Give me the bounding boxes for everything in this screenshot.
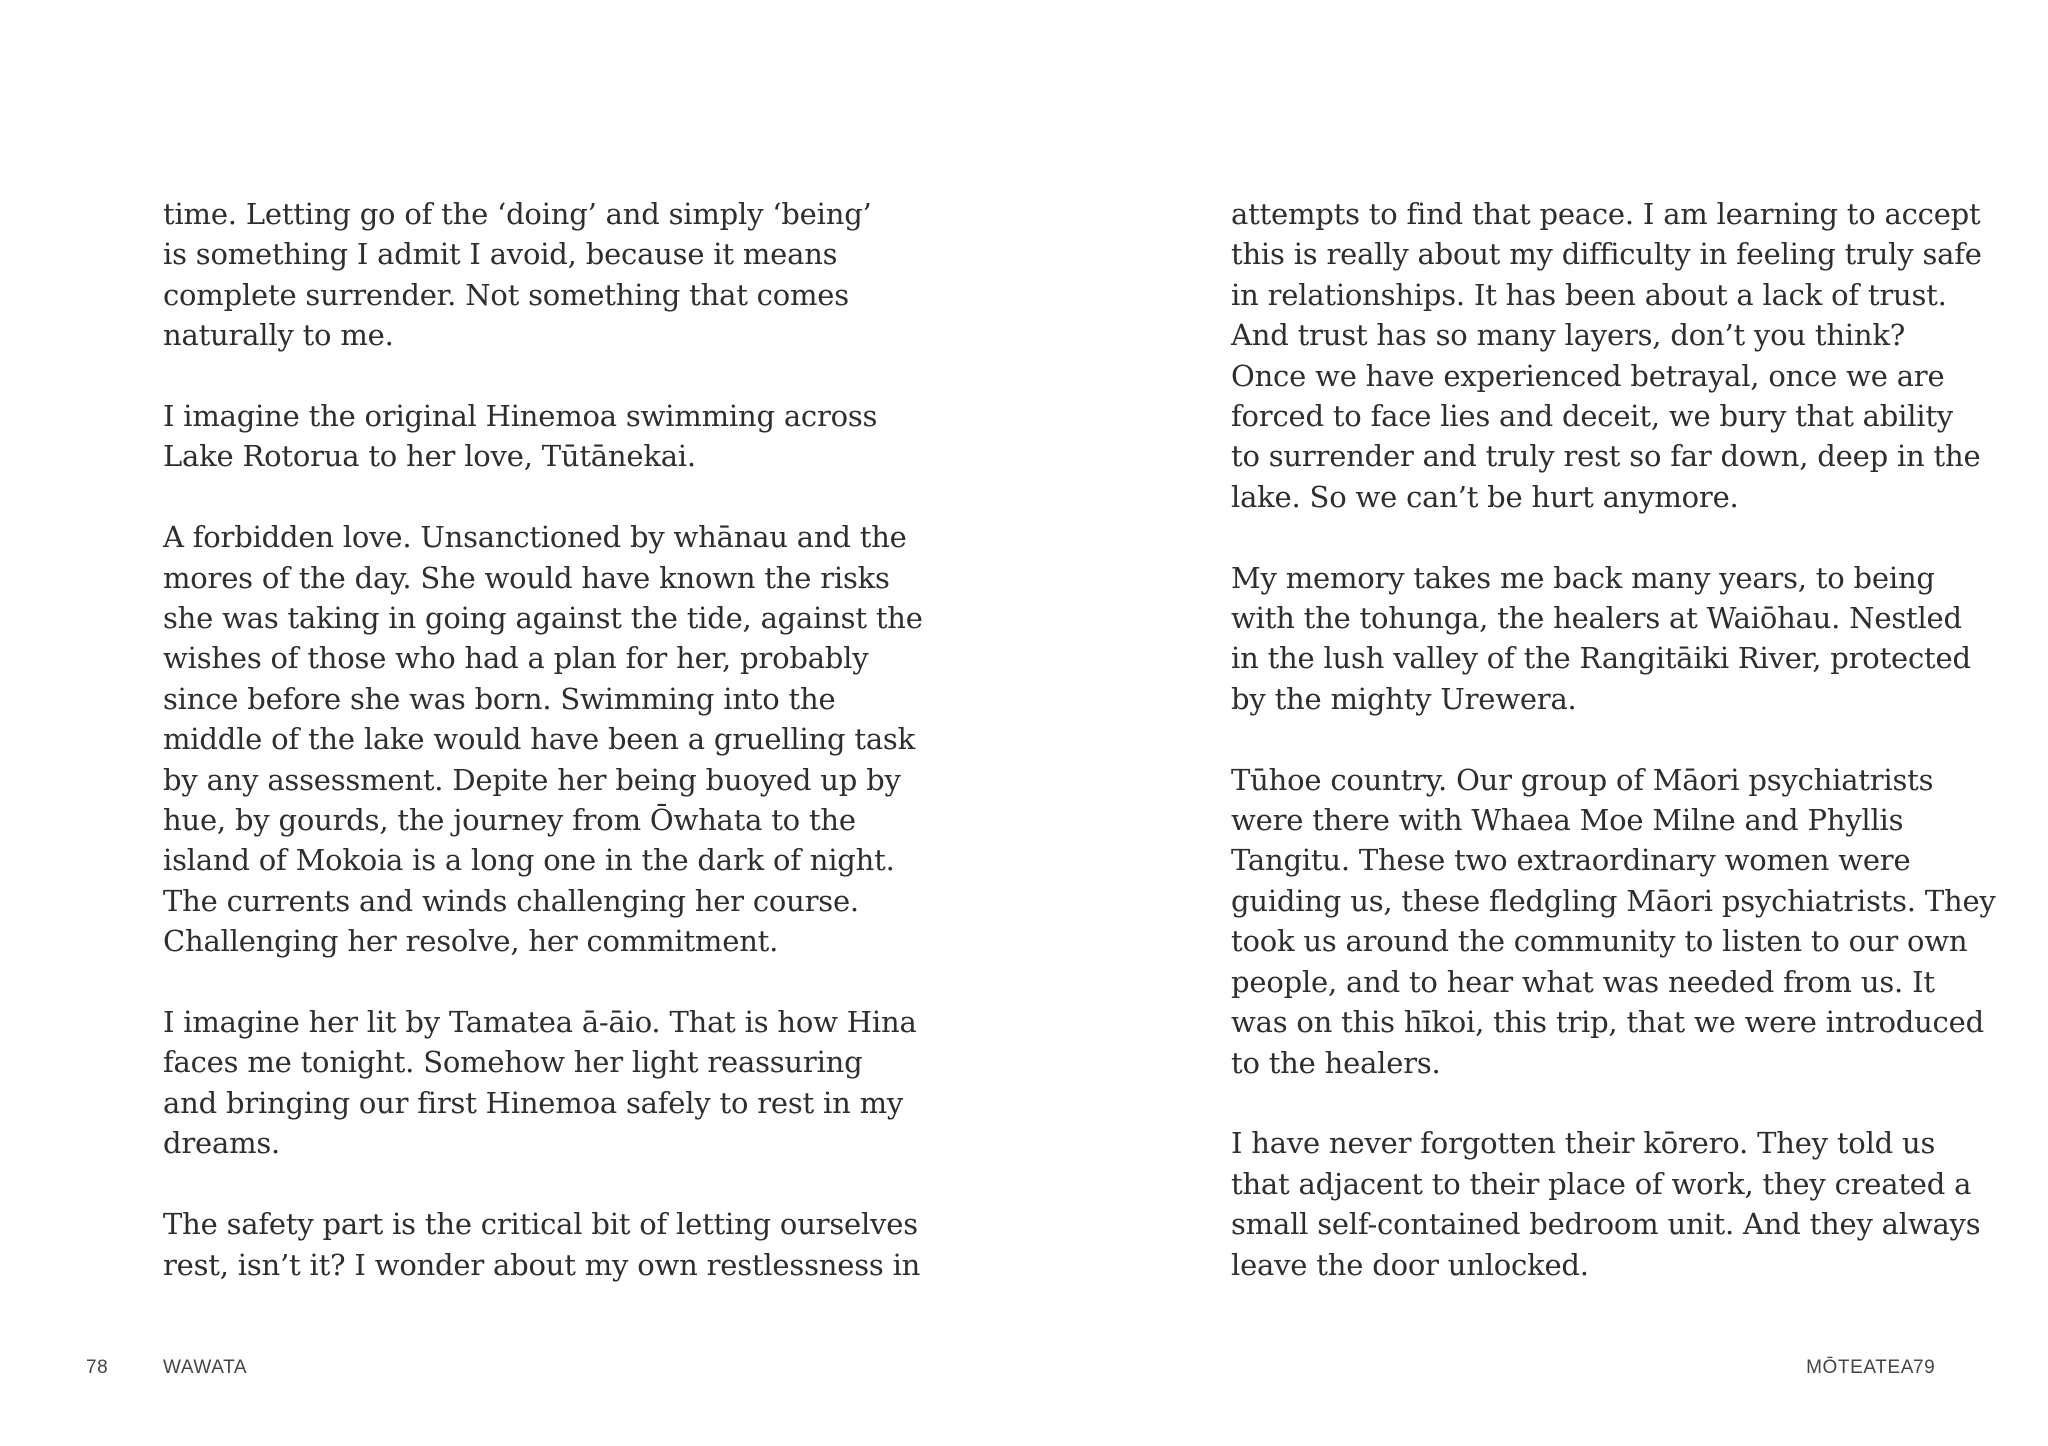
text-line: to surrender and truly rest so far down, deep in the xyxy=(1231,439,1981,474)
text-line: complete surrender. Not something that comes xyxy=(163,277,849,312)
text-line: guiding us, these fledgling Māori psychiatrists. They xyxy=(1231,883,1996,918)
text-line: forced to face lies and deceit, we bury that ability xyxy=(1231,399,1953,434)
text-line: were there with Whaea Moe Milne and Phyllis xyxy=(1231,803,1904,838)
text-line: by the mighty Urewera. xyxy=(1231,681,1577,716)
text-line: took us around the community to listen to our own xyxy=(1231,924,1968,959)
text-line: My memory takes me back many years, to being xyxy=(1231,560,1935,595)
text-line: people, and to hear what was needed from us. It xyxy=(1231,964,1935,999)
right-running-head: MŌTEATEA xyxy=(1806,1357,1914,1378)
text-line: in relationships. It has been about a lack of trust. xyxy=(1231,277,1947,312)
text-line: Challenging her resolve, her commitment. xyxy=(163,924,779,959)
text-line: she was taking in going against the tide, against the xyxy=(163,601,923,636)
text-line: mores of the day. She would have known the risks xyxy=(163,560,890,595)
text-line: Once we have experienced betrayal, once we are xyxy=(1231,358,1945,393)
right-page-number: 79 xyxy=(1913,1357,1936,1378)
paragraph xyxy=(163,1002,917,1164)
text-line: The currents and winds challenging her course. xyxy=(163,883,859,918)
text-line: leave the door unlocked. xyxy=(1231,1247,1589,1282)
text-line: and bringing our first Hinemoa safely to rest in my xyxy=(163,1085,904,1120)
left-page-number: 78 xyxy=(86,1357,109,1378)
text-line: to the healers. xyxy=(1231,1045,1441,1080)
text-line: that adjacent to their place of work, they created a xyxy=(1231,1166,1972,1201)
text-line: Tūhoe country. Our group of Māori psychiatrists xyxy=(1231,762,1934,797)
text-line: is something I admit I avoid, because it means xyxy=(163,237,838,272)
text-line: hue, by gourds, the journey from Ōwhata to the xyxy=(163,803,856,838)
paragraph xyxy=(163,1204,921,1285)
paragraph xyxy=(1231,1123,1981,1285)
text-line: time. Letting go of the ‘doing’ and simply ‘being’ xyxy=(163,197,872,231)
text-line: rest, isn’t it? I wonder about my own restlessness in xyxy=(163,1247,921,1282)
text-line: faces me tonight. Somehow her light reassuring xyxy=(163,1045,863,1080)
text-line: naturally to me. xyxy=(163,318,394,353)
right-page-body xyxy=(1231,194,1996,1325)
text-line: was on this hīkoi, this trip, that we were introduced xyxy=(1231,1005,1984,1040)
paragraph xyxy=(163,396,883,477)
text-line: with the tohunga, the healers at Waiōhau. Nestled xyxy=(1231,601,1962,636)
text-line: I have never forgotten their kōrero. They told us xyxy=(1231,1126,1936,1161)
text-line: Tangitu. These two extraordinary women were xyxy=(1231,843,1911,878)
right-page xyxy=(1024,0,2048,1446)
paragraph xyxy=(163,194,883,356)
text-line: small self-contained bedroom unit. And they always xyxy=(1231,1207,1981,1242)
paragraph xyxy=(1231,558,1971,720)
text-line: And trust has so many layers, don’t you think? xyxy=(1231,318,1906,353)
paragraph xyxy=(163,517,923,961)
paragraph xyxy=(1231,760,1996,1083)
text-line: island of Mokoia is a long one in the dark of night. xyxy=(163,843,895,878)
text-line: The safety part is the critical bit of letting ourselves xyxy=(163,1207,918,1242)
text-line: this is really about my difficulty in feeling truly safe xyxy=(1231,237,1982,272)
text-line: dreams. xyxy=(163,1126,281,1161)
left-page-body xyxy=(163,194,923,1325)
text-line: since before she was born. Swimming into the xyxy=(163,681,836,716)
text-line: middle of the lake would have been a gruelling task xyxy=(163,722,915,757)
text-line: in the lush valley of the Rangitāiki River, protected xyxy=(1231,641,1971,676)
text-line: I imagine her lit by Tamatea ā-āio. That is how Hina xyxy=(163,1005,917,1040)
text-line: attempts to find that peace. I am learning to accept xyxy=(1231,197,1981,231)
text-line: I imagine the original Hinemoa swimming across xyxy=(163,399,878,434)
paragraph xyxy=(1231,194,1982,517)
text-line: by any assessment. Depite her being buoyed up by xyxy=(163,762,901,797)
left-running-head: WAWATA xyxy=(163,1357,248,1378)
text-line: wishes of those who had a plan for her, probably xyxy=(163,641,869,676)
text-line: A forbidden love. Unsanctioned by whānau and the xyxy=(163,520,907,555)
text-line: Lake Rotorua to her love, Tūtānekai. xyxy=(163,439,696,474)
text-line: lake. So we can’t be hurt anymore. xyxy=(1231,479,1739,514)
